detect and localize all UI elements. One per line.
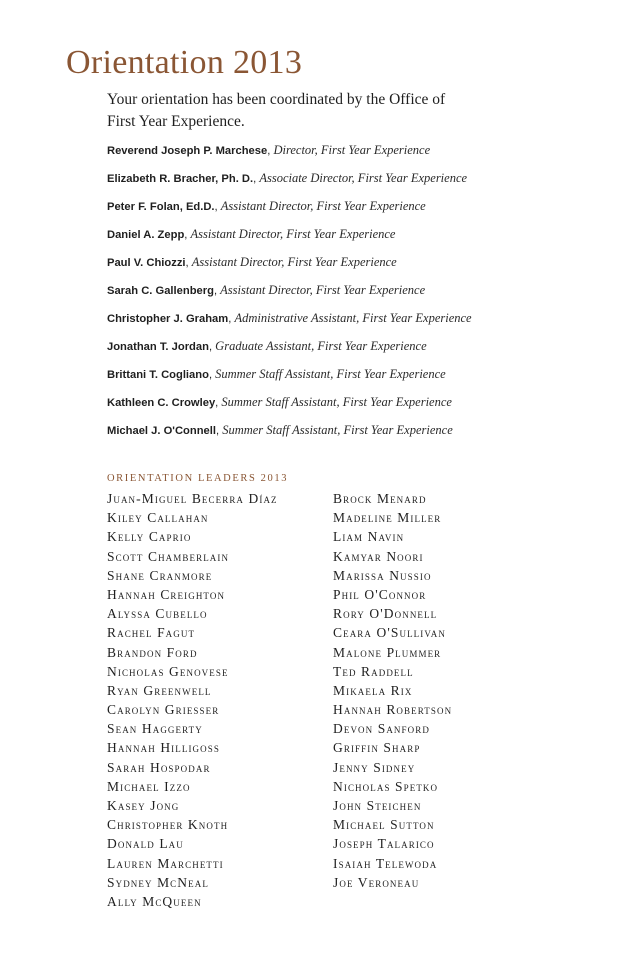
leader-name: Hannah Robertson <box>333 702 453 718</box>
staff-entry: Paul V. Chiozzi, Assistant Director, First Year Experience <box>107 255 397 269</box>
leader-name: Juan-Miguel Becerra Díaz <box>107 491 278 506</box>
leader-name: John Steichen <box>333 798 422 813</box>
leader-name: Griffin Sharp <box>333 740 421 756</box>
staff-entry: Christopher J. Graham, Administrative Assistant, First Year Experience <box>107 311 472 325</box>
leader-name: Kamyar Noori <box>333 548 424 564</box>
leader-name: Rachel Fagut <box>107 625 196 641</box>
leader-name: Ted Raddell <box>333 663 414 679</box>
staff-title: Summer Staff Assistant, First Year Experience <box>222 423 453 437</box>
staff-name: Paul V. Chiozzi <box>107 257 186 269</box>
leader-name: Phil O'Connor <box>333 586 427 602</box>
leaders-column-right <box>333 489 452 892</box>
staff-name: Brittani T. Cogliano <box>107 369 209 381</box>
leader-name: Hannah Creighton <box>107 586 226 602</box>
leader-name: Donald Lau <box>107 836 184 852</box>
staff-title: Assistant Director, First Year Experience <box>191 255 397 269</box>
leader-name: Kasey Jong <box>107 798 180 813</box>
leader-name: Scott Chamberlain <box>107 548 230 564</box>
leader-name: Carolyn Griesser <box>107 702 220 718</box>
leader-name: Kelly Caprio <box>107 529 192 545</box>
staff-entry: Sarah C. Gallenberg, Assistant Director, First Year Experience <box>107 283 426 297</box>
staff-title: Administrative Assistant, First Year Experience <box>234 311 472 325</box>
staff-entry: Jonathan T. Jordan, Graduate Assistant, First Year Experience <box>107 339 427 353</box>
leader-name: Malone Plummer <box>333 644 442 660</box>
leader-name: Sean Haggerty <box>107 721 203 737</box>
staff-list <box>107 140 472 448</box>
staff-entry: Brittani T. Cogliano, Summer Staff Assistant, First Year Experience <box>107 367 446 381</box>
page-title: Orientation 2013 <box>66 44 303 81</box>
staff-title: Graduate Assistant, First Year Experience <box>215 339 427 353</box>
leaders-heading <box>107 470 288 486</box>
leader-name: Michael Izzo <box>107 778 191 794</box>
leader-name: Joseph Talarico <box>333 836 435 852</box>
leaders-column-left <box>107 489 278 911</box>
staff-title: Associate Director, First Year Experience <box>259 171 468 185</box>
leader-name: Jenny Sidney <box>333 759 416 775</box>
staff-name: Michael J. O'Connell <box>107 425 216 437</box>
staff-title: Assistant Director, First Year Experience <box>220 283 426 297</box>
staff-entry: Peter F. Folan, Ed.D., Assistant Director, First Year Experience <box>107 199 426 213</box>
leader-name: Ryan Greenwell <box>107 682 212 698</box>
leader-name: Nicholas Genovese <box>107 663 229 679</box>
staff-entry: Reverend Joseph P. Marchese, Director, First Year Experience <box>107 143 431 157</box>
leader-name: Mikaela Rix <box>333 682 413 698</box>
leader-name: Sydney McNeal <box>107 874 209 890</box>
leader-name: Isaiah Telewoda <box>333 855 438 871</box>
staff-name: Sarah C. Gallenberg <box>107 285 214 297</box>
leader-name: Shane Cranmore <box>107 567 213 583</box>
staff-name: Daniel A. Zepp <box>107 229 185 241</box>
leader-name: Devon Sanford <box>333 721 430 737</box>
staff-name: Christopher J. Graham <box>107 313 229 325</box>
staff-name: Kathleen C. Crowley <box>107 397 216 409</box>
leader-name: Joe Veroneau <box>333 874 420 890</box>
leader-name: Hannah Hilligoss <box>107 740 220 756</box>
staff-entry: Daniel A. Zepp, Assistant Director, First Year Experience <box>107 227 396 241</box>
leader-name: Sarah Hospodar <box>107 759 211 775</box>
staff-name: Elizabeth R. Bracher, Ph. D. <box>107 173 254 185</box>
leader-name: Christopher Knoth <box>107 817 229 833</box>
leader-name: Nicholas Spetko <box>333 778 439 794</box>
leader-name: Lauren Marchetti <box>107 855 224 871</box>
leaders-heading-text: ORIENTATION LEADERS 2013 <box>107 473 289 484</box>
leader-name: Brock Menard <box>333 491 427 506</box>
staff-title: Director, First Year Experience <box>273 143 431 157</box>
intro-text: Your orientation has been coordinated by the Office of First Year Experience. <box>107 91 446 130</box>
staff-entry: Kathleen C. Crowley, Summer Staff Assistant, First Year Experience <box>107 395 452 409</box>
staff-name: Peter F. Folan, Ed.D. <box>107 201 215 213</box>
leader-name: Kiley Callahan <box>107 510 209 526</box>
leader-name: Liam Navin <box>333 529 405 545</box>
staff-title: Assistant Director, First Year Experience <box>220 199 426 213</box>
staff-name: Reverend Joseph P. Marchese <box>107 145 268 157</box>
staff-title: Assistant Director, First Year Experience <box>190 227 396 241</box>
leader-name: Alyssa Cubello <box>107 606 208 622</box>
leader-name: Brandon Ford <box>107 644 198 660</box>
staff-entry: Elizabeth R. Bracher, Ph. D., Associate Director, First Year Experience <box>107 171 468 185</box>
leader-name: Michael Sutton <box>333 817 435 833</box>
staff-entry: Michael J. O'Connell, Summer Staff Assistant, First Year Experience <box>107 423 453 437</box>
leader-name: Ceara O'Sullivan <box>333 625 446 641</box>
leader-name: Rory O'Donnell <box>333 606 438 622</box>
leader-name: Ally McQueen <box>107 893 202 909</box>
staff-title: Summer Staff Assistant, First Year Experience <box>215 367 446 381</box>
staff-title: Summer Staff Assistant, First Year Experience <box>221 395 452 409</box>
leader-name: Marissa Nussio <box>333 567 432 583</box>
staff-name: Jonathan T. Jordan <box>107 341 209 353</box>
leader-name: Madeline Miller <box>333 510 442 526</box>
